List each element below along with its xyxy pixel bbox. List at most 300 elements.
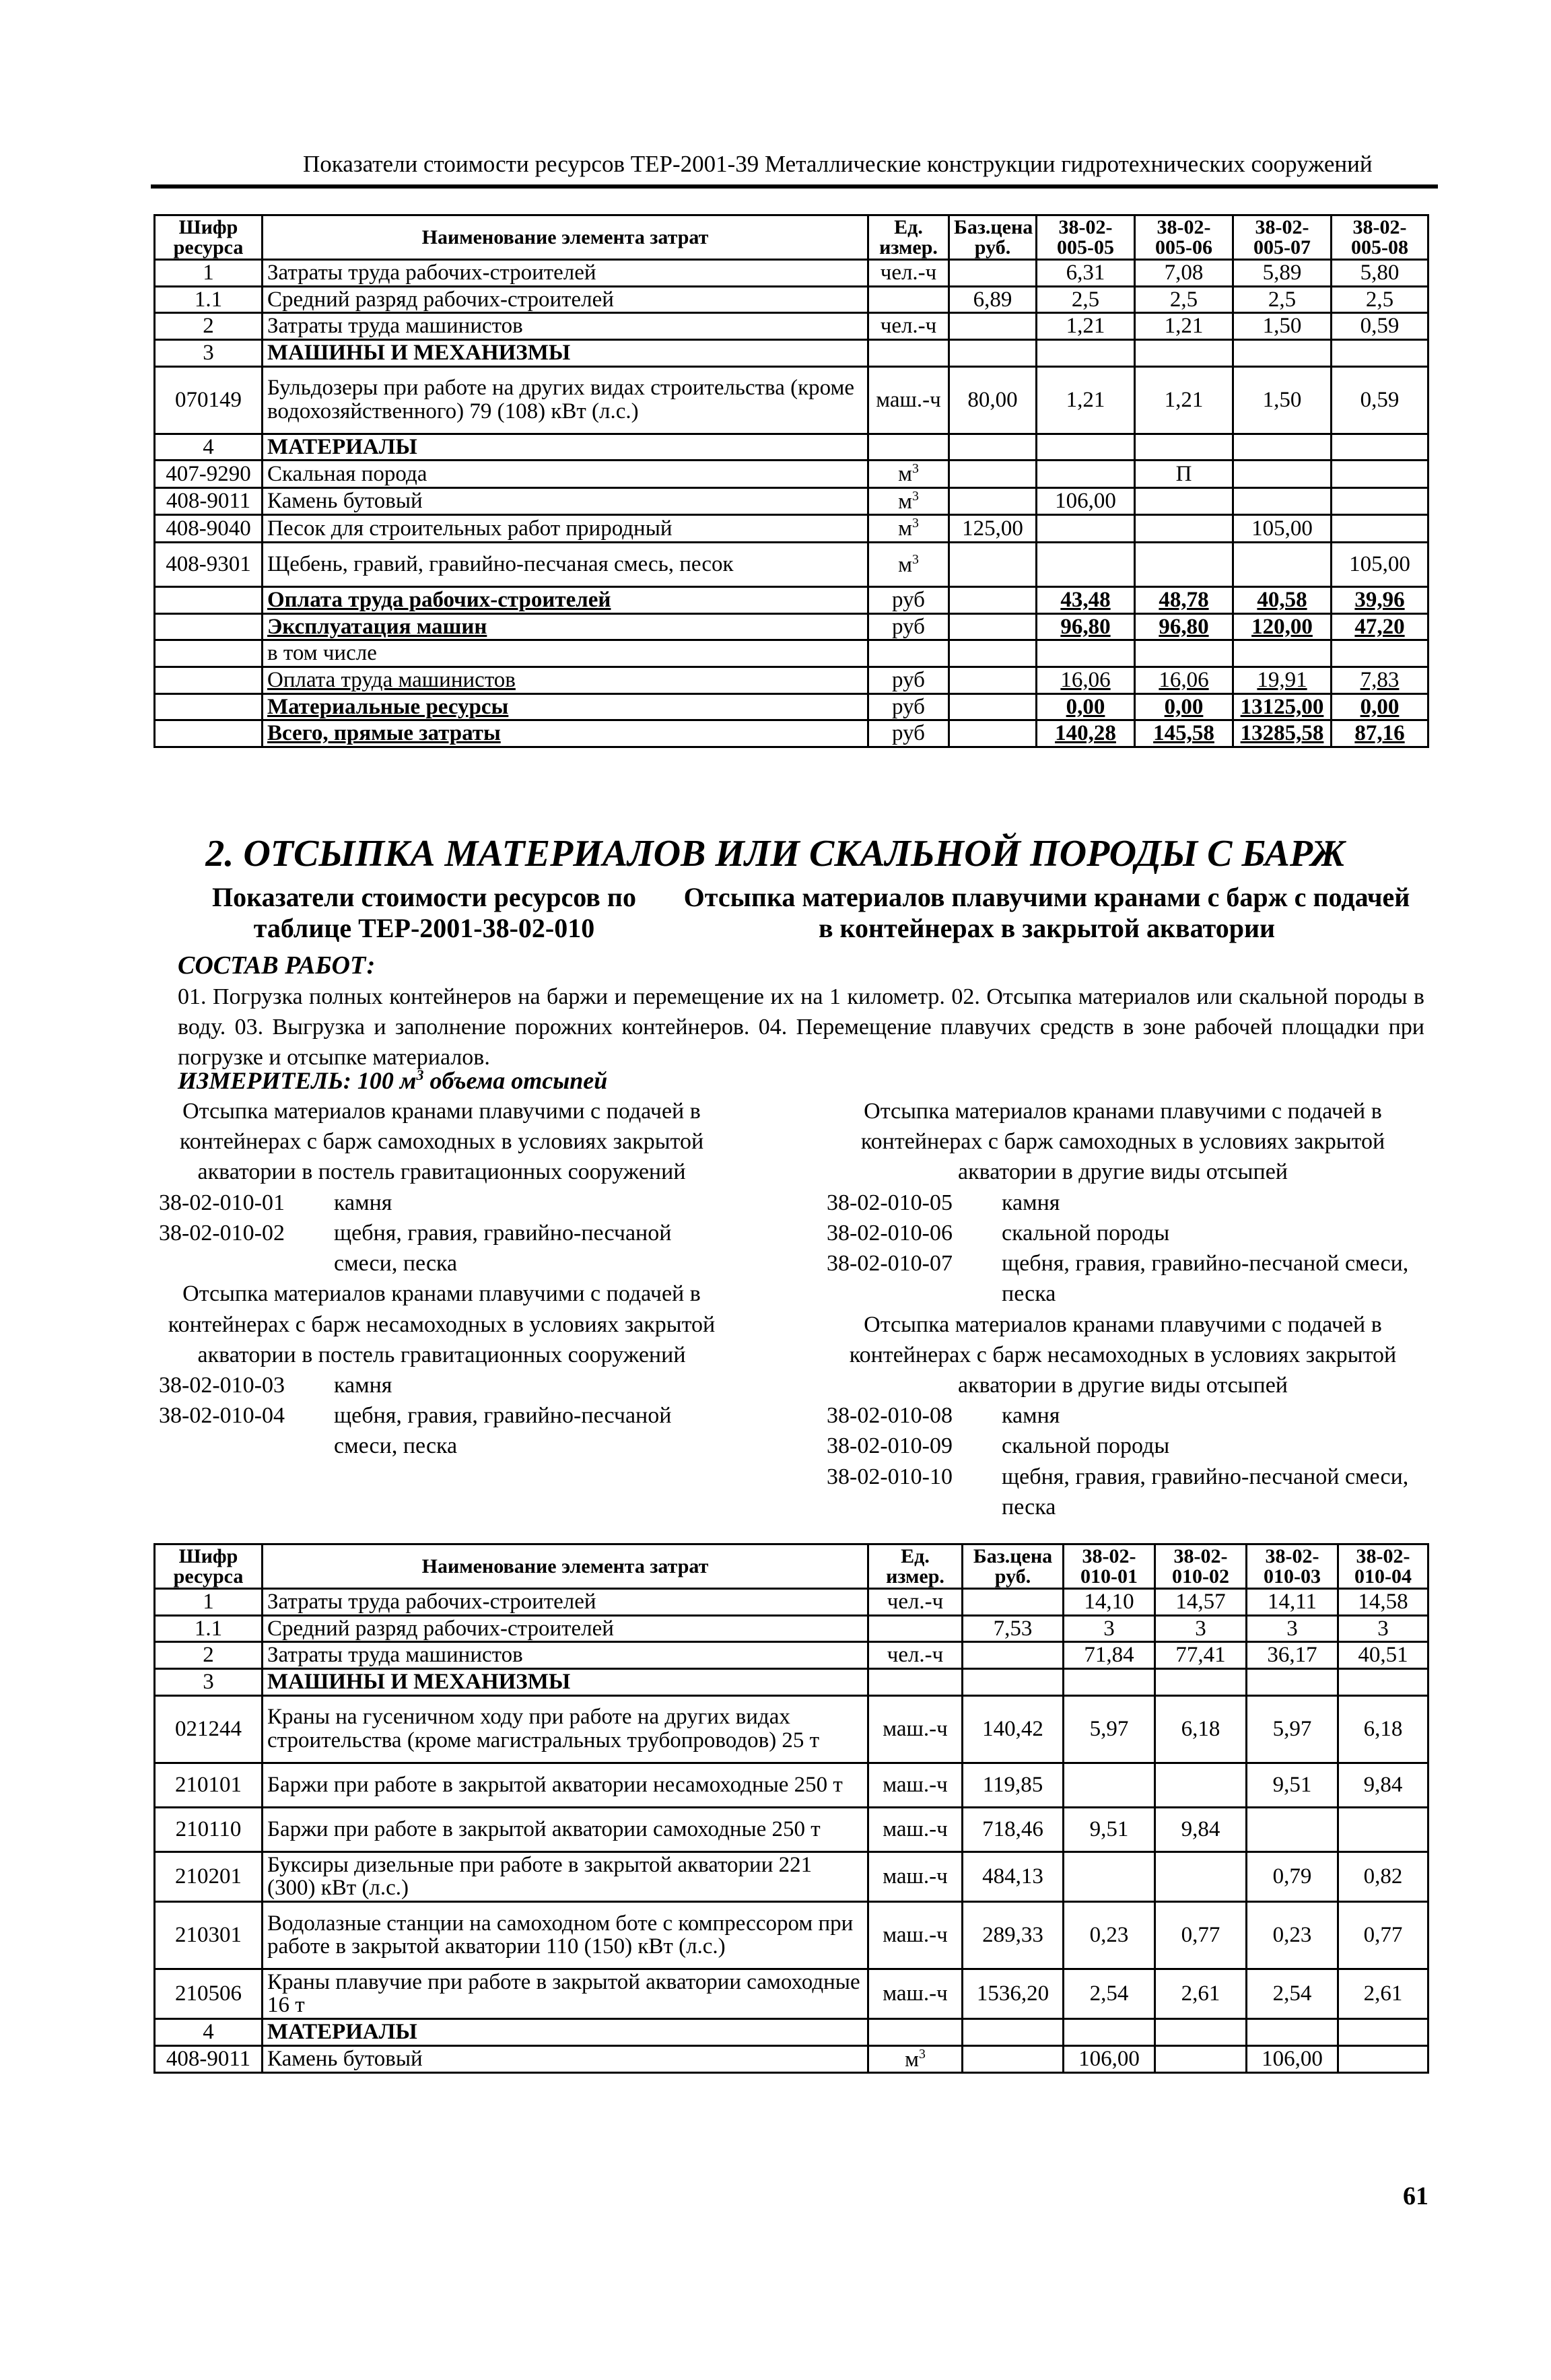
measurement-label: ИЗМЕРИТЕЛЬ: bbox=[178, 1067, 351, 1094]
totals-name: Оплата труда рабочих-строителей bbox=[263, 587, 868, 614]
resource-code bbox=[155, 693, 263, 720]
left-norms-column bbox=[159, 1096, 724, 1462]
base-price bbox=[949, 339, 1037, 366]
value-cell bbox=[1135, 543, 1233, 587]
resource-code bbox=[155, 667, 263, 694]
col-3-header: 38-02-005-07 bbox=[1233, 215, 1332, 260]
value-cell: 106,00 bbox=[1247, 2045, 1338, 2073]
base-price bbox=[949, 487, 1037, 515]
value-cell: 96,80 bbox=[1135, 613, 1233, 640]
col-name-header: Наименование элемента затрат bbox=[263, 1544, 868, 1589]
totals-row bbox=[155, 613, 1428, 640]
value-cell: 1,21 bbox=[1037, 366, 1135, 434]
table-row bbox=[155, 1615, 1428, 1642]
value-cell bbox=[1338, 2045, 1428, 2073]
norm-text: камня bbox=[1002, 1403, 1060, 1429]
resource-code: 4 bbox=[155, 434, 263, 461]
value-cell: 0,79 bbox=[1247, 1851, 1338, 1901]
resource-name: Средний разряд рабочих-строителей bbox=[263, 1615, 868, 1642]
totals-name: Материальные ресурсы bbox=[263, 693, 868, 720]
table-row bbox=[155, 286, 1428, 313]
value-cell bbox=[1064, 2019, 1155, 2046]
resource-table-2 bbox=[153, 1543, 1429, 2074]
base-price bbox=[949, 720, 1037, 747]
value-cell: 2,5 bbox=[1233, 286, 1332, 313]
value-cell: 6,18 bbox=[1155, 1695, 1247, 1763]
table-row bbox=[155, 1642, 1428, 1669]
totals-name: Оплата труда машинистов bbox=[263, 667, 868, 694]
value-cell: 2,61 bbox=[1338, 1969, 1428, 2018]
resource-name: Песок для строительных работ природный bbox=[263, 515, 868, 543]
base-price bbox=[949, 667, 1037, 694]
table-row bbox=[155, 543, 1428, 587]
measurement-unit bbox=[178, 1066, 607, 1095]
value-cell bbox=[1037, 640, 1135, 667]
norm-code: 38-02-010-08 bbox=[827, 1403, 953, 1429]
unit: маш.-ч bbox=[868, 366, 949, 434]
value-cell: 2,5 bbox=[1332, 286, 1428, 313]
table-row bbox=[155, 366, 1428, 434]
value-cell: 0,59 bbox=[1332, 313, 1428, 340]
value-cell: 2,61 bbox=[1155, 1969, 1247, 2018]
base-price: 289,33 bbox=[963, 1901, 1064, 1969]
value-cell: 0,82 bbox=[1338, 1851, 1428, 1901]
table-row bbox=[155, 515, 1428, 543]
unit: маш.-ч bbox=[868, 1901, 963, 1969]
value-cell: 1,21 bbox=[1037, 313, 1135, 340]
resource-name: Водолазные станции на самоходном боте с компрессором при работе в закрытой акватории 110 (150) кВт (л.с.) bbox=[263, 1901, 868, 1969]
resource-code: 210110 bbox=[155, 1807, 263, 1851]
resource-name: МАШИНЫ И МЕХАНИЗМЫ bbox=[263, 339, 868, 366]
value-cell: 39,96 bbox=[1332, 587, 1428, 614]
norm-item bbox=[827, 1431, 1419, 1461]
resource-name: МАТЕРИАЛЫ bbox=[263, 2019, 868, 2046]
table-row bbox=[155, 1695, 1428, 1763]
value-cell: 106,00 bbox=[1064, 2045, 1155, 2073]
value-cell: 36,17 bbox=[1247, 1642, 1338, 1669]
table-row bbox=[155, 1668, 1428, 1695]
value-cell: 7,83 bbox=[1332, 667, 1428, 694]
value-cell: 13125,00 bbox=[1233, 693, 1332, 720]
table-row bbox=[155, 461, 1428, 488]
value-cell bbox=[1064, 1763, 1155, 1807]
unit: руб bbox=[868, 720, 949, 747]
value-cell: 43,48 bbox=[1037, 587, 1135, 614]
value-cell: 77,41 bbox=[1155, 1642, 1247, 1669]
value-cell bbox=[1155, 1763, 1247, 1807]
value-cell: 1,50 bbox=[1233, 366, 1332, 434]
norm-text: щебня, гравия, гравийно-песчаной смеси, песка bbox=[334, 1220, 672, 1277]
value-cell bbox=[1233, 461, 1332, 488]
resource-code: 4 bbox=[155, 2019, 263, 2046]
table-row bbox=[155, 260, 1428, 287]
value-cell bbox=[1338, 1668, 1428, 1695]
norm-group-title: Отсыпка материалов кранами плавучими с подачей в контейнерах с барж самоходных в условиях закрытой акватории в постель гравитационных сооружений bbox=[179, 1099, 704, 1185]
work-composition-label: СОСТАВ РАБОТ: bbox=[178, 951, 376, 980]
unit bbox=[868, 339, 949, 366]
resource-code: 1 bbox=[155, 1589, 263, 1616]
resource-code: 408-9301 bbox=[155, 543, 263, 587]
resource-name: Буксиры дизельные при работе в закрытой акватории 221 (300) кВт (л.с.) bbox=[263, 1851, 868, 1901]
resource-code: 407-9290 bbox=[155, 461, 263, 488]
unit bbox=[868, 434, 949, 461]
norm-text: камня bbox=[1002, 1190, 1060, 1215]
resource-code bbox=[155, 640, 263, 667]
base-price: 484,13 bbox=[963, 1851, 1064, 1901]
value-cell: 7,08 bbox=[1135, 260, 1233, 287]
unit: $м^3$ bbox=[868, 543, 949, 587]
resource-name: Краны на гусеничном ходу при работе на других видах строительства (кроме магистральных трубопроводов) 25 т bbox=[263, 1695, 868, 1763]
table-row bbox=[155, 1763, 1428, 1807]
col-1-header: 38-02-005-05 bbox=[1037, 215, 1135, 260]
value-cell: 87,16 bbox=[1332, 720, 1428, 747]
base-price: 7,53 bbox=[963, 1615, 1064, 1642]
table-row bbox=[155, 1851, 1428, 1901]
work-composition-text: 01. Погрузка полных контейнеров на баржи и перемещение их на 1 километр. 02. Отсыпка материалов или скальной породы в воду. 03. Выгрузка и заполнение порожних контейнеров. 04. Перемещение плавучих средств в зоне рабочей площадки при погрузке и отсыпке материалов. bbox=[178, 984, 1424, 1070]
norm-item bbox=[827, 1248, 1419, 1309]
col-3-header: 38-02-010-03 bbox=[1247, 1544, 1338, 1589]
value-cell: 0,00 bbox=[1135, 693, 1233, 720]
totals-name: Всего, прямые затраты bbox=[263, 720, 868, 747]
value-cell: 3 bbox=[1338, 1615, 1428, 1642]
resource-name: Камень бутовый bbox=[263, 2045, 868, 2073]
resource-code: 3 bbox=[155, 339, 263, 366]
base-price: 80,00 bbox=[949, 366, 1037, 434]
norm-item bbox=[159, 1370, 724, 1400]
value-cell: 14,10 bbox=[1064, 1589, 1155, 1616]
table-row bbox=[155, 1589, 1428, 1616]
norm-item bbox=[159, 1188, 724, 1218]
norm-item bbox=[827, 1188, 1419, 1218]
value-cell: 2,5 bbox=[1037, 286, 1135, 313]
resource-name: МАШИНЫ И МЕХАНИЗМЫ bbox=[263, 1668, 868, 1695]
page-number: 61 bbox=[1403, 2182, 1428, 2210]
value-cell: 2,54 bbox=[1064, 1969, 1155, 2018]
value-cell bbox=[1338, 1807, 1428, 1851]
value-cell: 145,58 bbox=[1135, 720, 1233, 747]
unit: $м^3$ bbox=[868, 515, 949, 543]
col-price-header: Баз.цена руб. bbox=[963, 1544, 1064, 1589]
norm-code: 38-02-010-02 bbox=[159, 1220, 285, 1246]
value-cell: 105,00 bbox=[1332, 543, 1428, 587]
table-row bbox=[155, 1901, 1428, 1969]
table-row bbox=[155, 339, 1428, 366]
base-price bbox=[963, 2045, 1064, 2073]
value-cell: 5,97 bbox=[1247, 1695, 1338, 1763]
table-row bbox=[155, 2045, 1428, 2073]
table-header-row bbox=[155, 1544, 1428, 1589]
unit: маш.-ч bbox=[868, 1695, 963, 1763]
norm-text: щебня, гравия, гравийно-песчаной смеси, песка bbox=[334, 1403, 672, 1459]
resource-code: 210301 bbox=[155, 1901, 263, 1969]
value-cell: 3 bbox=[1064, 1615, 1155, 1642]
col-2-header: 38-02-005-06 bbox=[1135, 215, 1233, 260]
value-cell: 19,91 bbox=[1233, 667, 1332, 694]
value-cell bbox=[1247, 1807, 1338, 1851]
value-cell: 48,78 bbox=[1135, 587, 1233, 614]
value-cell bbox=[1037, 461, 1135, 488]
unit bbox=[868, 1668, 963, 1695]
table-row bbox=[155, 434, 1428, 461]
unit: руб bbox=[868, 693, 949, 720]
value-cell: 1,21 bbox=[1135, 313, 1233, 340]
norm-group-title: Отсыпка материалов кранами плавучими с подачей в контейнерах с барж несамоходных в условиях закрытой акватории в постель гравитационных сооружений bbox=[168, 1281, 716, 1367]
totals-row bbox=[155, 693, 1428, 720]
value-cell: 9,84 bbox=[1155, 1807, 1247, 1851]
value-cell bbox=[1233, 434, 1332, 461]
base-price bbox=[949, 434, 1037, 461]
value-cell: 47,20 bbox=[1332, 613, 1428, 640]
value-cell: 0,00 bbox=[1332, 693, 1428, 720]
value-cell bbox=[1037, 434, 1135, 461]
norm-group-title: Отсыпка материалов кранами плавучими с подачей в контейнерах с барж самоходных в условиях закрытой акватории в другие виды отсыпей bbox=[860, 1099, 1385, 1185]
resource-name: Щебень, гравий, гравийно-песчаная смесь, песок bbox=[263, 543, 868, 587]
unit bbox=[868, 1615, 963, 1642]
value-cell: 2,5 bbox=[1135, 286, 1233, 313]
unit: маш.-ч bbox=[868, 1969, 963, 2018]
value-cell bbox=[1247, 2019, 1338, 2046]
resource-code: 210201 bbox=[155, 1851, 263, 1901]
col-code-header: Шифр ресурса bbox=[155, 215, 263, 260]
resource-code: 408-9011 bbox=[155, 487, 263, 515]
resource-code bbox=[155, 613, 263, 640]
value-cell: 0,77 bbox=[1155, 1901, 1247, 1969]
norm-code: 38-02-010-10 bbox=[827, 1464, 953, 1489]
norm-item bbox=[827, 1462, 1419, 1522]
base-price bbox=[963, 1589, 1064, 1616]
base-price: 6,89 bbox=[949, 286, 1037, 313]
resource-name: Затраты труда рабочих-строителей bbox=[263, 1589, 868, 1616]
resource-code: 1.1 bbox=[155, 1615, 263, 1642]
norm-item bbox=[827, 1400, 1419, 1431]
table-row bbox=[155, 1807, 1428, 1851]
unit bbox=[868, 286, 949, 313]
base-price bbox=[963, 1668, 1064, 1695]
base-price bbox=[949, 613, 1037, 640]
resource-code: 1.1 bbox=[155, 286, 263, 313]
value-cell: 3 bbox=[1247, 1615, 1338, 1642]
table-row bbox=[155, 2019, 1428, 2046]
resource-name: Баржи при работе в закрытой акватории самоходные 250 т bbox=[263, 1807, 868, 1851]
unit: маш.-ч bbox=[868, 1807, 963, 1851]
indicators-right-heading: Отсыпка материалов плавучими кранами с барж с подачей в контейнерах в закрытой акватории bbox=[683, 882, 1410, 943]
unit: руб bbox=[868, 667, 949, 694]
col-unit-header: Ед. измер. bbox=[868, 1544, 963, 1589]
value-cell: 0,23 bbox=[1247, 1901, 1338, 1969]
resource-code bbox=[155, 720, 263, 747]
unit: чел.-ч bbox=[868, 260, 949, 287]
totals-row bbox=[155, 587, 1428, 614]
value-cell bbox=[1233, 640, 1332, 667]
unit: чел.-ч bbox=[868, 1589, 963, 1616]
norm-item bbox=[159, 1218, 724, 1279]
resource-name: Затраты труда машинистов bbox=[263, 1642, 868, 1669]
value-cell bbox=[1332, 339, 1428, 366]
unit: $м^3$ bbox=[868, 461, 949, 488]
value-cell: 40,51 bbox=[1338, 1642, 1428, 1669]
resource-name: Средний разряд рабочих-строителей bbox=[263, 286, 868, 313]
value-cell bbox=[1135, 339, 1233, 366]
value-cell bbox=[1155, 2045, 1247, 2073]
value-cell: 1,21 bbox=[1135, 366, 1233, 434]
value-cell bbox=[1233, 487, 1332, 515]
table-row bbox=[155, 313, 1428, 340]
value-cell: 140,28 bbox=[1037, 720, 1135, 747]
value-cell: 16,06 bbox=[1135, 667, 1233, 694]
value-cell: 3 bbox=[1155, 1615, 1247, 1642]
value-cell bbox=[1332, 640, 1428, 667]
norm-item bbox=[159, 1400, 724, 1461]
col-1-header: 38-02-010-01 bbox=[1064, 1544, 1155, 1589]
base-price bbox=[963, 1642, 1064, 1669]
measurement-sup: 3 bbox=[416, 1066, 424, 1083]
totals-row bbox=[155, 667, 1428, 694]
resource-code: 3 bbox=[155, 1668, 263, 1695]
col-4-header: 38-02-010-04 bbox=[1338, 1544, 1428, 1589]
value-cell: 9,51 bbox=[1064, 1807, 1155, 1851]
value-cell: 5,97 bbox=[1064, 1695, 1155, 1763]
norm-text: скальной породы bbox=[1002, 1220, 1170, 1246]
base-price bbox=[949, 260, 1037, 287]
base-price: 119,85 bbox=[963, 1763, 1064, 1807]
norm-code: 38-02-010-06 bbox=[827, 1220, 953, 1246]
value-cell: 14,11 bbox=[1247, 1589, 1338, 1616]
value-cell: 0,77 bbox=[1338, 1901, 1428, 1969]
norm-text: щебня, гравия, гравийно-песчаной смеси, песка bbox=[1002, 1251, 1409, 1307]
unit: чел.-ч bbox=[868, 313, 949, 340]
value-cell: 16,06 bbox=[1037, 667, 1135, 694]
norm-code: 38-02-010-07 bbox=[827, 1251, 953, 1277]
totals-name: в том числе bbox=[263, 640, 868, 667]
value-cell bbox=[1332, 461, 1428, 488]
norm-code: 38-02-010-04 bbox=[159, 1403, 285, 1429]
unit: $м^3$ bbox=[868, 487, 949, 515]
unit bbox=[868, 640, 949, 667]
value-cell bbox=[1064, 1851, 1155, 1901]
table-row bbox=[155, 1969, 1428, 2018]
value-cell: 14,57 bbox=[1155, 1589, 1247, 1616]
col-2-header: 38-02-010-02 bbox=[1155, 1544, 1247, 1589]
value-cell bbox=[1332, 434, 1428, 461]
value-cell: 71,84 bbox=[1064, 1642, 1155, 1669]
base-price: 718,46 bbox=[963, 1807, 1064, 1851]
base-price bbox=[949, 313, 1037, 340]
value-cell: 2,54 bbox=[1247, 1969, 1338, 2018]
resource-code bbox=[155, 587, 263, 614]
col-price-header: Баз.цена руб. bbox=[949, 215, 1037, 260]
value-cell bbox=[1332, 487, 1428, 515]
value-cell bbox=[1155, 1851, 1247, 1901]
value-cell: 0,59 bbox=[1332, 366, 1428, 434]
base-price bbox=[949, 587, 1037, 614]
resource-code: 408-9040 bbox=[155, 515, 263, 543]
base-price bbox=[949, 640, 1037, 667]
section-title: 2. ОТСЫПКА МАТЕРИАЛОВ ИЛИ СКАЛЬНОЙ ПОРОДЫ С БАРЖ bbox=[205, 833, 1346, 875]
value-cell: 96,80 bbox=[1037, 613, 1135, 640]
table-row bbox=[155, 487, 1428, 515]
base-price: 1536,20 bbox=[963, 1969, 1064, 2018]
value-cell bbox=[1135, 640, 1233, 667]
value-cell bbox=[1037, 339, 1135, 366]
resource-name: Баржи при работе в закрытой акватории несамоходные 250 т bbox=[263, 1763, 868, 1807]
value-cell: 40,58 bbox=[1233, 587, 1332, 614]
unit: маш.-ч bbox=[868, 1763, 963, 1807]
col-code-header: Шифр ресурса bbox=[155, 1544, 263, 1589]
totals-row bbox=[155, 720, 1428, 747]
base-price bbox=[949, 543, 1037, 587]
resource-code: 021244 bbox=[155, 1695, 263, 1763]
value-cell: 5,80 bbox=[1332, 260, 1428, 287]
norm-code: 38-02-010-09 bbox=[827, 1433, 953, 1459]
measurement-value: 100 м bbox=[357, 1067, 417, 1094]
value-cell bbox=[1135, 515, 1233, 543]
unit: чел.-ч bbox=[868, 1642, 963, 1669]
value-cell: 9,84 bbox=[1338, 1763, 1428, 1807]
col-4-header: 38-02-005-08 bbox=[1332, 215, 1428, 260]
resource-name: МАТЕРИАЛЫ bbox=[263, 434, 868, 461]
norm-text: камня bbox=[334, 1372, 392, 1398]
unit: маш.-ч bbox=[868, 1851, 963, 1901]
value-cell bbox=[1155, 1668, 1247, 1695]
norm-code: 38-02-010-01 bbox=[159, 1190, 285, 1215]
resource-code: 2 bbox=[155, 313, 263, 340]
resource-table-1 bbox=[153, 214, 1429, 748]
norm-text: камня bbox=[334, 1190, 392, 1215]
measurement-tail: объема отсыпей bbox=[423, 1067, 608, 1094]
value-cell bbox=[1233, 339, 1332, 366]
value-cell bbox=[1247, 1668, 1338, 1695]
resource-code: 2 bbox=[155, 1642, 263, 1669]
resource-name: Краны плавучие при работе в закрытой акватории самоходные 16 т bbox=[263, 1969, 868, 2018]
unit: руб bbox=[868, 587, 949, 614]
value-cell: 6,31 bbox=[1037, 260, 1135, 287]
base-price: 140,42 bbox=[963, 1695, 1064, 1763]
value-cell: 105,00 bbox=[1233, 515, 1332, 543]
resource-name: Камень бутовый bbox=[263, 487, 868, 515]
resource-code: 210506 bbox=[155, 1969, 263, 2018]
value-cell: 120,00 bbox=[1233, 613, 1332, 640]
value-cell: 1,50 bbox=[1233, 313, 1332, 340]
value-cell: 14,58 bbox=[1338, 1589, 1428, 1616]
value-cell: 6,18 bbox=[1338, 1695, 1428, 1763]
value-cell: 0,23 bbox=[1064, 1901, 1155, 1969]
col-name-header: Наименование элемента затрат bbox=[263, 215, 868, 260]
indicators-left-heading: Показатели стоимости ресурсов по таблице ТЕР-2001-38-02-010 bbox=[212, 882, 636, 943]
value-cell: 13285,58 bbox=[1233, 720, 1332, 747]
value-cell bbox=[1155, 2019, 1247, 2046]
resource-code: 408-9011 bbox=[155, 2045, 263, 2073]
norm-text: скальной породы bbox=[1002, 1433, 1170, 1459]
resource-code: 1 bbox=[155, 260, 263, 287]
value-cell: П bbox=[1135, 461, 1233, 488]
page-header-title: Показатели стоимости ресурсов ТЕР-2001-39 Металлические конструкции гидротехнических сооружений bbox=[303, 151, 1373, 177]
base-price bbox=[963, 2019, 1064, 2046]
col-unit-header: Ед. измер. bbox=[868, 215, 949, 260]
value-cell bbox=[1233, 543, 1332, 587]
value-cell bbox=[1332, 515, 1428, 543]
unit bbox=[868, 2019, 963, 2046]
value-cell bbox=[1037, 515, 1135, 543]
resource-name: Бульдозеры при работе на других видах строительства (кроме водохозяйственного) 79 (108) кВт (л.с.) bbox=[263, 366, 868, 434]
header-rule bbox=[151, 184, 1438, 189]
value-cell bbox=[1135, 434, 1233, 461]
value-cell bbox=[1037, 543, 1135, 587]
value-cell: 0,00 bbox=[1037, 693, 1135, 720]
norm-group-title: Отсыпка материалов кранами плавучими с подачей в контейнерах с барж несамоходных в условиях закрытой акватории в другие виды отсыпей bbox=[849, 1312, 1397, 1398]
value-cell: 9,51 bbox=[1247, 1763, 1338, 1807]
value-cell: 106,00 bbox=[1037, 487, 1135, 515]
right-norms-column bbox=[827, 1096, 1419, 1522]
